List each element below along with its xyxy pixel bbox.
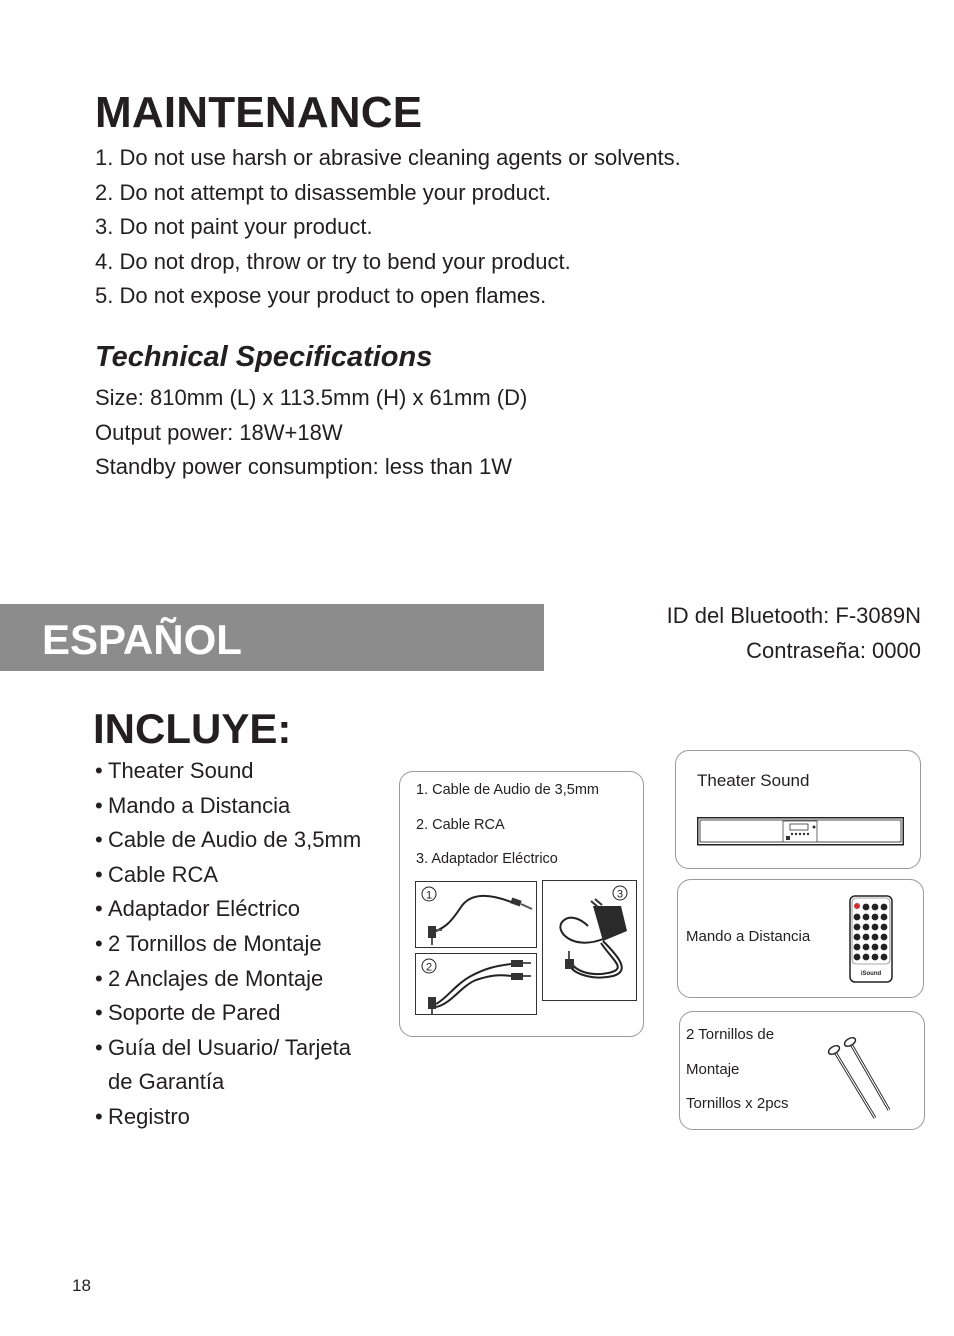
cables-box	[399, 771, 644, 1037]
cables-list	[416, 773, 599, 877]
maintenance-title: MAINTENANCE	[95, 88, 423, 137]
power-adapter-icon	[543, 881, 636, 1000]
list-item	[95, 789, 395, 824]
bullet: •	[95, 827, 103, 853]
bluetooth-info	[667, 598, 921, 668]
cable-item: 2. Cable RCA	[416, 816, 505, 833]
bullet: •	[95, 896, 103, 922]
bullet: •	[95, 1103, 103, 1129]
list-item-label: Cable RCA	[108, 861, 219, 887]
screws-icon	[825, 1034, 897, 1126]
list-item	[95, 996, 395, 1031]
list-item: Standby power consumption: less than 1W	[95, 454, 513, 480]
remote-control-label: Mando a Distancia	[686, 928, 811, 945]
theater-sound-label: Theater Sound	[697, 771, 810, 790]
list-item	[95, 1100, 395, 1135]
remote-brand-label: iSound	[860, 971, 882, 977]
screws-line: 2 Tornillos de	[686, 1026, 775, 1043]
list-item: 4. Do not drop, throw or try to bend your product.	[95, 248, 571, 274]
screws-label	[686, 1018, 789, 1122]
bluetooth-password: Contraseña: 0000	[746, 638, 921, 663]
list-item-label: 2 Anclajes de Montaje	[108, 965, 324, 991]
rca-cable-icon	[416, 954, 536, 1014]
marker-3: 3	[616, 888, 624, 901]
bullet: •	[95, 965, 103, 991]
includes-title: INCLUYE:	[93, 705, 292, 752]
screws-box	[679, 1011, 925, 1130]
bullet: •	[95, 930, 103, 956]
marker-1: 1	[425, 889, 433, 902]
list-item: 1. Do not use harsh or abrasive cleaning agents or solvents.	[95, 145, 681, 170]
language-banner-label: ESPAÑOL	[42, 616, 242, 663]
list-item-label: de Garantía	[108, 1069, 225, 1095]
marker-2: 2	[425, 961, 433, 974]
list-item-label: Adaptador Eléctrico	[108, 896, 300, 922]
bullet: •	[95, 758, 103, 783]
list-item	[95, 754, 395, 789]
list-item: 5. Do not expose your product to open flames.	[95, 283, 547, 309]
audio-cable-icon	[416, 882, 536, 947]
theater-sound-box	[675, 750, 921, 869]
list-item-label: Theater Sound	[108, 758, 254, 783]
list-item: 3. Do not paint your product.	[95, 214, 373, 240]
list-item-label: Mando a Distancia	[108, 792, 291, 818]
cable-item: 3. Adaptador Eléctrico	[416, 851, 558, 868]
list-item	[95, 858, 395, 893]
maintenance-list	[95, 141, 681, 314]
audio-cable-image	[415, 881, 537, 948]
cable-item: 1. Cable de Audio de 3,5mm	[416, 782, 599, 798]
power-adapter-image	[542, 880, 637, 1001]
bluetooth-id: ID del Bluetooth: F-3089N	[666, 603, 921, 628]
screws-line: Montaje	[686, 1060, 740, 1078]
list-item-label: Registro	[108, 1103, 190, 1129]
page-number: 18	[72, 1276, 91, 1295]
bullet: •	[95, 1034, 103, 1060]
specs-title: Technical Specifications	[95, 341, 433, 373]
bullet: •	[95, 792, 103, 818]
soundbar-icon	[697, 817, 904, 847]
screws-line: Tornillos x 2pcs	[686, 1095, 789, 1113]
list-item: 2. Do not attempt to disassemble your product.	[95, 179, 552, 205]
bullet: •	[95, 861, 103, 887]
includes-list	[95, 754, 395, 1135]
list-item: Output power: 18W+18W	[95, 419, 343, 445]
bullet: •	[95, 1000, 103, 1026]
list-item-label: Guía del Usuario/ Tarjeta	[108, 1034, 351, 1060]
list-item-label: 2 Tornillos de Montaje	[108, 930, 322, 956]
remote-control-icon	[849, 895, 893, 984]
list-item	[95, 927, 395, 962]
rca-cable-image	[415, 953, 537, 1015]
list-item	[95, 892, 395, 927]
remote-control-box	[677, 879, 924, 998]
list-item-continuation	[95, 1065, 395, 1100]
list-item-label: Soporte de Pared	[108, 1000, 281, 1026]
list-item	[95, 962, 395, 997]
specs-list	[95, 381, 527, 485]
list-item: Size: 810mm (L) x 113.5mm (H) x 61mm (D)	[95, 385, 528, 410]
list-item	[95, 1031, 395, 1066]
list-item	[95, 823, 395, 858]
list-item-label: Cable de Audio de 3,5mm	[108, 827, 362, 853]
